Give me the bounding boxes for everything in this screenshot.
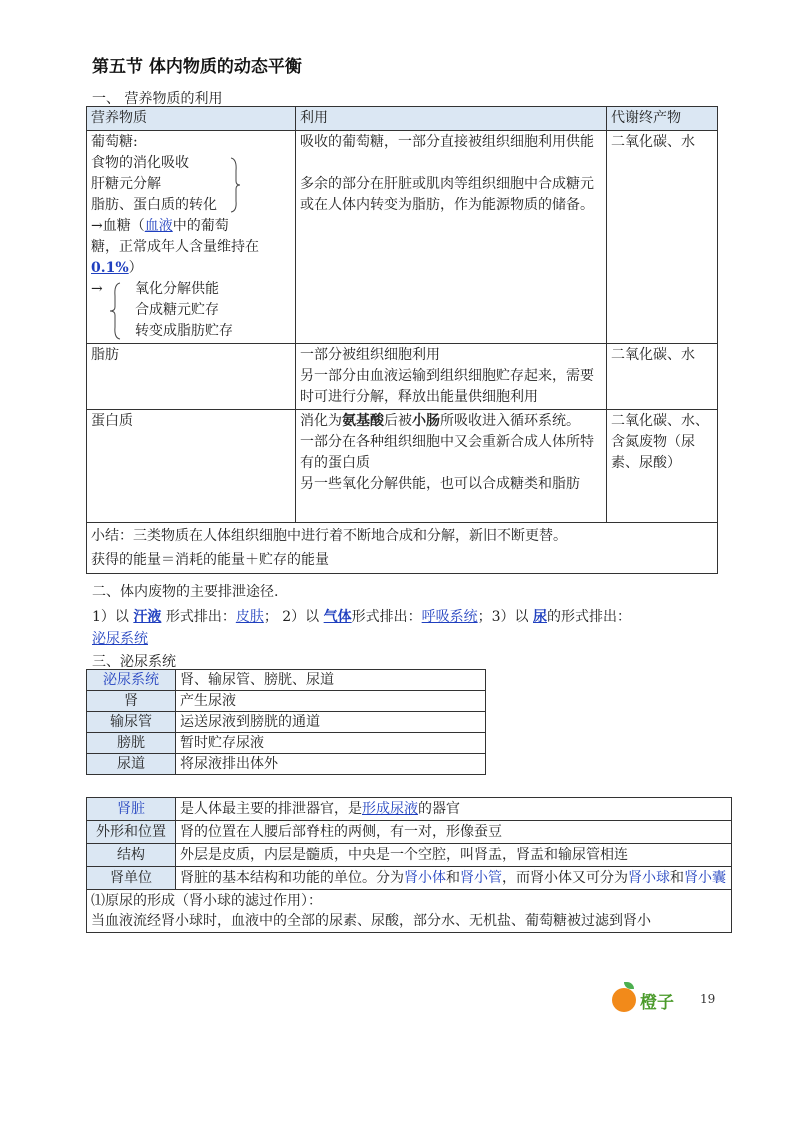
logo-text: 橙子 <box>640 993 674 1013</box>
urinary-key-2: 输尿管 <box>87 712 176 733</box>
filtration-text: 当血液流经肾小球时，血液中的全部的尿素、尿酸，部分水、无机盐、葡萄糖被过滤到肾小 <box>91 913 651 929</box>
protein-util-text-e: 所吸收进入循环系统。 <box>440 413 580 429</box>
blood-sugar-suffix: 中的葡萄 <box>172 218 229 234</box>
glucose-name: 葡萄糖: <box>91 134 138 150</box>
fat-product: 二氧化碳、水 <box>607 344 718 410</box>
table-row-glucose <box>87 131 718 344</box>
table-row <box>87 670 486 691</box>
kidney-text-a: 是人体最主要的排泄器官，是 <box>180 801 362 817</box>
table-row-fat <box>87 344 718 410</box>
bowmans-capsule: 肾小囊 <box>684 870 726 886</box>
kidney-val <box>176 798 732 821</box>
orange-logo-icon <box>612 988 636 1012</box>
urine-blank: 尿 <box>533 609 548 625</box>
arrow-icon: → <box>91 281 103 297</box>
route-text-5: ；3）以 <box>477 609 529 625</box>
fat-util-1: 一部分被组织细胞利用 <box>300 347 440 363</box>
section-heading-1: 一、 营养物质的利用 <box>92 91 223 107</box>
protein-util-1 <box>300 411 602 432</box>
brace-icon <box>109 282 121 340</box>
summary-line-2: 获得的能量＝消耗的能量＋贮存的能量 <box>91 552 329 568</box>
table-row-protein <box>87 410 718 523</box>
shape-position-key: 外形和位置 <box>87 821 176 844</box>
urinary-key-3: 膀胱 <box>87 733 176 754</box>
urinary-val-0: 肾、输尿管、膀胱、尿道 <box>176 670 486 691</box>
glucose-product: 二氧化碳、水 <box>607 131 718 344</box>
table-row <box>87 798 732 821</box>
glucose-util-1: 吸收的葡萄糖，一部分直接被组织细胞利用供能 <box>300 134 594 150</box>
small-intestine: 小肠 <box>412 413 440 429</box>
urinary-key-4: 尿道 <box>87 754 176 775</box>
glucose-source-3: 脂肪、蛋白质的转化 <box>91 197 217 213</box>
pct-close: ） <box>128 260 143 276</box>
skin-blank: 皮肤 <box>235 609 264 625</box>
protein-util-text-c: 后被 <box>384 413 412 429</box>
urinary-key-1: 肾 <box>87 691 176 712</box>
shape-position-val: 肾的位置在人腰后部脊柱的两侧，有一对，形像蚕豆 <box>176 821 732 844</box>
renal-corpuscle: 肾小体 <box>404 870 446 886</box>
header-utilization: 利用 <box>296 107 607 131</box>
table-row <box>87 733 486 754</box>
table-row <box>87 754 486 775</box>
table-row <box>87 712 486 733</box>
glucose-uses <box>91 279 291 342</box>
route-text-1: 1）以 <box>92 609 129 625</box>
respiratory-blank: 呼吸系统 <box>421 609 478 625</box>
structure-key: 结构 <box>87 844 176 867</box>
protein-name: 蛋白质 <box>87 410 296 523</box>
header-product: 代谢终产物 <box>607 107 718 131</box>
kidney-table <box>86 797 732 933</box>
filtration-heading: ⑴原尿的形成（肾小球的滤过作用）： <box>91 893 322 909</box>
nephron-text-c: 和 <box>446 870 460 886</box>
urinary-key-0: 泌尿系统 <box>87 670 176 691</box>
section-heading-2: 二、体内废物的主要排泄途径. <box>92 584 279 600</box>
table-row <box>87 890 732 933</box>
table-row <box>87 844 732 867</box>
protein-product: 二氧化碳、水、含氮废物（尿素、尿酸） <box>607 410 718 523</box>
urinary-val-3: 暂时贮存尿液 <box>176 733 486 754</box>
nephron-val <box>176 867 732 890</box>
blood-blank: 血液 <box>144 218 173 234</box>
summary-line-1: 小结：三类物质在人体组织细胞中进行着不断地合成和分解，新旧不断更替。 <box>91 528 567 544</box>
urinary-table <box>86 669 486 775</box>
kidney-text-c: 的器官 <box>418 801 460 817</box>
gas-blank: 气体 <box>323 609 352 625</box>
section-heading-3: 三、泌尿系统 <box>92 654 176 670</box>
urinary-system-blank: 泌尿系统 <box>92 631 148 647</box>
page-number: 19 <box>700 992 716 1006</box>
filtration-cell <box>87 890 732 933</box>
nephron-text-e: ，而肾小体又可分为 <box>502 870 628 886</box>
structure-val: 外层是皮质，内层是髓质，中央是一个空腔，叫肾盂，肾盂和输尿管相连 <box>176 844 732 867</box>
glomerulus: 肾小球 <box>628 870 670 886</box>
sweat-blank: 汗液 <box>133 609 162 625</box>
protein-util-3: 另一些氧化分解供能，也可以合成糖类和脂肪 <box>300 476 580 492</box>
brace-icon <box>229 157 241 213</box>
table-header-row <box>87 107 718 131</box>
blood-sugar-prefix: →血糖（ <box>91 218 145 234</box>
urinary-val-4: 将尿液排出体外 <box>176 754 486 775</box>
nephron-text-g: 和 <box>670 870 684 886</box>
glucose-sources <box>91 153 291 216</box>
glucose-util-2: 多余的部分在肝脏或肌肉等组织细胞中合成糖元或在人体内转变为脂肪，作为能源物质的储备。 <box>300 176 594 213</box>
route-text-3: ； 2）以 <box>263 609 320 625</box>
form-urine-blank: 形成尿液 <box>362 801 418 817</box>
protein-util-text-a: 消化为 <box>300 413 342 429</box>
excretion-routes <box>92 606 631 626</box>
nephron-text-a: 肾脏的基本结构和功能的单位。分为 <box>180 870 404 886</box>
glucose-source-1: 食物的消化吸收 <box>91 155 189 171</box>
glucose-utilization <box>296 131 607 344</box>
blood-sugar-pct: 0.1% <box>91 260 129 276</box>
table-row <box>87 867 732 890</box>
blood-sugar-line-2: 糖，正常成年人含量维持在 <box>91 239 259 255</box>
fat-utilization <box>296 344 607 410</box>
summary-cell <box>87 523 718 574</box>
glucose-use-2: 合成糖元贮存 <box>135 302 219 318</box>
page-title: 第五节 体内物质的动态平衡 <box>92 57 302 77</box>
table-row <box>87 821 732 844</box>
kidney-key: 肾脏 <box>87 798 176 821</box>
protein-utilization <box>296 410 607 523</box>
nutrient-table <box>86 106 718 574</box>
route-text-4: 形式排出： <box>351 609 422 625</box>
renal-tubule: 肾小管 <box>460 870 502 886</box>
blood-sugar-line <box>91 216 291 237</box>
table-row-summary <box>87 523 718 574</box>
glucose-cell <box>87 131 296 344</box>
fat-name: 脂肪 <box>87 344 296 410</box>
header-nutrient: 营养物质 <box>87 107 296 131</box>
urinary-val-1: 产生尿液 <box>176 691 486 712</box>
amino-acid: 氨基酸 <box>342 413 384 429</box>
route-text-6: 的形式排出： <box>547 609 632 625</box>
urinary-val-2: 运送尿液到膀胱的通道 <box>176 712 486 733</box>
table-row <box>87 691 486 712</box>
blood-sugar-pct-line <box>91 258 291 279</box>
route-text-2: 形式排出： <box>165 609 236 625</box>
nephron-key: 肾单位 <box>87 867 176 890</box>
fat-util-2: 另一部分由血液运输到组织细胞贮存起来，需要时可进行分解，释放出能量供细胞利用 <box>300 368 594 405</box>
glucose-use-3: 转变成脂肪贮存 <box>135 323 233 339</box>
glucose-use-1: 氧化分解供能 <box>135 281 219 297</box>
protein-util-2: 一部分在各种组织细胞中又会重新合成人体所特有的蛋白质 <box>300 434 594 471</box>
glucose-source-2: 肝糖元分解 <box>91 176 161 192</box>
